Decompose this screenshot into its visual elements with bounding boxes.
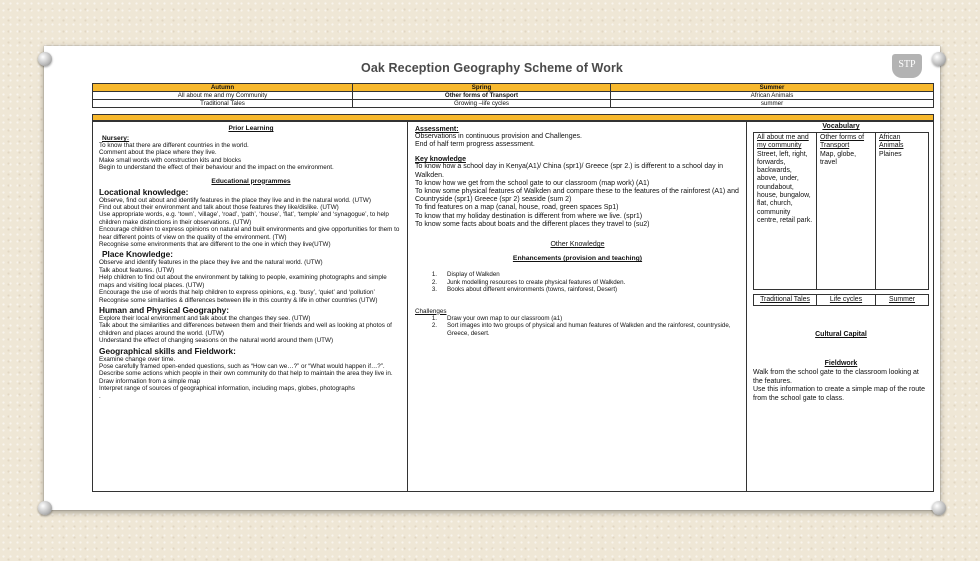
vocab-words: Plaines bbox=[879, 150, 902, 158]
vocabulary-table-2 bbox=[753, 294, 929, 306]
skills-item: Interpret range of sources of geographical information, including maps, globes, photographs bbox=[99, 385, 355, 393]
enhancements-list bbox=[415, 271, 740, 293]
locational-item: Use appropriate words, e.g. ‘town’, ‘village’, ‘road’, ‘path’, ‘house’, ‘flat’, ‘temple’ and ‘synagogue’, to help children make distinctions in their observations. (UTW) bbox=[99, 211, 389, 226]
vocab-topic-title: Traditional Tales bbox=[754, 295, 817, 306]
vocabulary-row bbox=[754, 133, 929, 290]
nursery-item: Comment about the place where they live. bbox=[99, 149, 217, 157]
place-item: Encourage the use of words that help children to express opinions, e.g. ‘busy’, ‘quiet’ and ‘pollution’ bbox=[99, 289, 375, 297]
vocab-topic-title: Life cycles bbox=[817, 295, 876, 306]
challenges-label: Challenges bbox=[415, 307, 447, 315]
key-knowledge-item: To know how a school day in Kenya(A1)/ China (spr1)/ Greece (spr 2.) is different to a school day in Walkden. bbox=[415, 163, 724, 179]
skills-item: Examine change over time. bbox=[99, 355, 176, 363]
pin-icon bbox=[38, 501, 52, 515]
skills-fieldwork-heading: Geographical skills and Fieldwork: bbox=[99, 345, 236, 356]
nursery-item: To know that there are different countries in the world. bbox=[99, 142, 249, 149]
terms-header-row bbox=[93, 84, 934, 92]
nursery-label: Nursery: bbox=[102, 135, 130, 142]
locational-item: Observe, find out about and identify features in the place they live and in the natural world. (UTW) bbox=[99, 196, 371, 204]
other-knowledge-heading: Other Knowledge bbox=[550, 241, 605, 249]
place-heading: Place Knowledge: bbox=[102, 249, 174, 260]
locational-item: Find out about their environment and talk about those features they like/dislike. (UTW) bbox=[99, 204, 339, 212]
terms-row bbox=[93, 92, 934, 100]
assessment-item: Observations in continuous provision and Challenges. bbox=[415, 133, 582, 140]
skills-item: Pose carefully framed open-ended questions, such as “How can we…?” or “What would happen if…?”. bbox=[99, 362, 385, 370]
human-item: Explore their local environment and talk about the changes they see. (UTW) bbox=[99, 314, 311, 322]
school-logo-icon: STP bbox=[892, 54, 922, 78]
key-knowledge-item: To know that my holiday destination is different from where we live. (spr1) bbox=[415, 212, 643, 220]
enhancements-heading: Enhancements (provision and teaching) bbox=[512, 255, 643, 263]
key-knowledge-item: To know how we get from the school gate to our classroom (map work) (A1) bbox=[415, 179, 650, 187]
cultural-capital-heading: Cultural Capital bbox=[815, 331, 867, 338]
nursery-item: Make small words with construction kits and blocks bbox=[99, 156, 242, 164]
vocab-topic-title: Other forms of Transport bbox=[820, 134, 865, 150]
pin-icon bbox=[932, 501, 946, 515]
fieldwork-line: Use this information to create a simple map of the route from the school gate to class. bbox=[753, 386, 925, 402]
vocab-topic-title: Summer bbox=[876, 295, 929, 306]
key-knowledge-label: Key knowledge bbox=[415, 156, 466, 164]
vocabulary-heading: Vocabulary bbox=[822, 123, 860, 130]
fieldwork-text bbox=[753, 369, 927, 403]
term-cell: Traditional Tales bbox=[93, 100, 353, 108]
document-page bbox=[44, 46, 940, 510]
vocabulary-row bbox=[754, 295, 929, 306]
nursery-item: Begin to understand the effect of their behaviour and the impact on the environment. bbox=[99, 164, 334, 172]
section-band bbox=[92, 114, 934, 121]
locational-heading: Locational knowledge: bbox=[99, 186, 189, 197]
challenges-list bbox=[415, 315, 740, 337]
prior-learning-column bbox=[93, 122, 408, 491]
vocab-words: Map, globe, travel bbox=[820, 150, 857, 166]
fieldwork-line: Walk from the school gate to the classroom looking at the features. bbox=[753, 369, 919, 385]
term-header-spring: Spring bbox=[353, 84, 611, 92]
place-item: Observe and identify features in the place they live and the natural world. (UTW) bbox=[99, 259, 323, 267]
vocab-words: Street, left, right, forwards, backwards, above, under, roundabout, house, bungalow, flat, church, community centre, retail park. bbox=[757, 150, 813, 224]
list-item: 2. Sort images into two groups of physical and human features of Walkden and the rainforest, countryside, Greece, desert. bbox=[431, 322, 731, 337]
list-item: 1. Draw your own map to our classroom (a1) bbox=[431, 315, 563, 323]
human-item: Talk about the similarities and differences between them and their friends and well as looking at photos of children and places around the world. (UTW) bbox=[99, 322, 392, 337]
vocabulary-table bbox=[753, 132, 929, 290]
vocab-topic-title: African Animals bbox=[879, 134, 904, 150]
term-cell: African Animals bbox=[611, 92, 934, 100]
knowledge-column bbox=[408, 122, 747, 491]
key-knowledge-item: To know some facts about boats and the different places they travel to (su2) bbox=[415, 220, 650, 228]
term-header-summer: Summer bbox=[611, 84, 934, 92]
key-knowledge-item: To find features on a map (canal, house, road, green spaces Sp1) bbox=[415, 204, 619, 212]
term-cell: summer bbox=[611, 100, 934, 108]
skills-item: Describe some actions which people in their own community do that help to maintain the area they live in. bbox=[99, 370, 393, 378]
skills-item: . bbox=[99, 392, 101, 400]
assessment-item: End of half term progress assessment. bbox=[415, 141, 535, 149]
list-item: 1. Display of Walkden bbox=[431, 271, 500, 279]
fieldwork-heading: Fieldwork bbox=[824, 360, 858, 367]
educational-programmes-heading: Educational programmes bbox=[211, 177, 291, 185]
list-item: 2. Junk modelling resources to create physical features of Walkden. bbox=[431, 278, 626, 286]
locational-item: Encourage children to express opinions on natural and built environments and give opportunities for them to hear different points of view on the quality of the environment. (TW) bbox=[99, 226, 400, 241]
locational-item: Recognise some environments that are different to the one in which they live(UTW) bbox=[99, 241, 331, 249]
term-header-autumn: Autumn bbox=[93, 84, 353, 92]
terms-row bbox=[93, 100, 934, 108]
term-cell: Other forms of Transport bbox=[353, 92, 611, 100]
place-item: Talk about features. (UTW) bbox=[99, 266, 175, 274]
place-item: Recognise some similarities & differences between life in this country & life in other countries (UTW) bbox=[99, 296, 378, 304]
place-item: Help children to find out about the environment by talking to people, examining photographs and simple maps and visiting local places. (UTW) bbox=[99, 274, 387, 289]
prior-learning-heading: Prior Learning bbox=[228, 125, 274, 132]
vocab-topic-title: All about me and my community bbox=[757, 134, 809, 150]
skills-item: Draw information from a simple map bbox=[99, 377, 201, 385]
list-item: 3. Books about different environments (towns, rainforest, Desert) bbox=[431, 286, 618, 294]
key-knowledge-item: To know some physical features of Walkden and compare these to the features of the rainforest (A1) and Countryside (spr1) Greece (spr 2) seaside (sum 2) bbox=[415, 188, 739, 204]
term-cell: All about me and my Community bbox=[93, 92, 353, 100]
human-item: Understand the effect of changing seasons on the natural world around them (UTW) bbox=[99, 337, 334, 345]
human-physical-heading: Human and Physical Geography: bbox=[99, 304, 230, 315]
page-title: Oak Reception Geography Scheme of Work bbox=[361, 61, 623, 75]
vocabulary-column bbox=[747, 122, 935, 491]
assessment-label: Assessment: bbox=[415, 126, 459, 133]
term-cell: Growing –life cycles bbox=[353, 100, 611, 108]
terms-table bbox=[92, 83, 934, 108]
content-table bbox=[92, 121, 934, 492]
